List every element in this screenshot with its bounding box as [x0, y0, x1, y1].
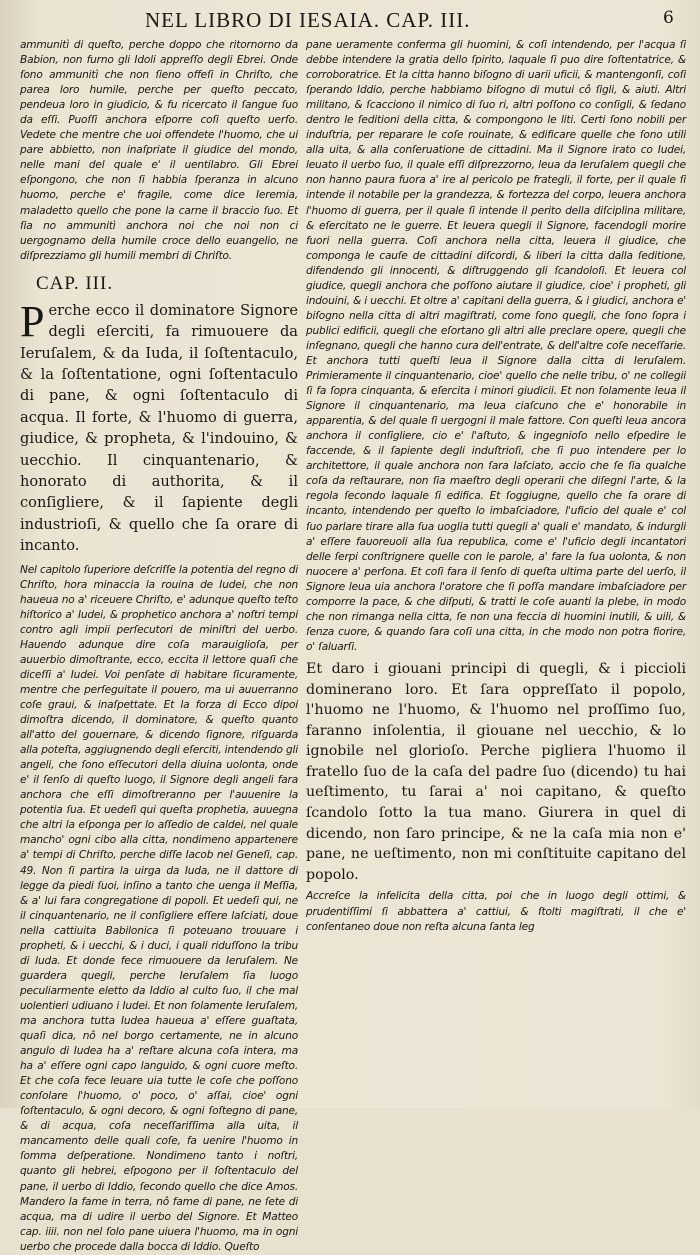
left-column	[20, 38, 298, 1255]
right-column	[306, 38, 686, 935]
right-commentary-bottom: Accreſce la infelicita della citta, poi che in luogo degli ottimi, & prudentiſſimi ſi abbattera a' cattiui, & ſtolti magiſtrati, il che e' conſentaneo doue non reſta alcuna ſanta leg	[306, 890, 686, 933]
chapter-heading: CAP. III.	[36, 272, 114, 294]
chapter-verse-text: erche ecco il dominatore Signore degli eſerciti, fa rimuouere da Ieruſalem, & da Iuda, il ſoſtentaculo, & la ſoſtentatione, ogni ſoſtentaculo di pane, & ogni ſoſtentaculo di acqua. Il forte, & l'huomo di guerra, giudice, & propheta, & l'indouino, & uecchio. Il cinquantenario, & honorato di authorita, & il conſigliere, & il ſapiente degli industrioſi, & quello che ſa orare di incanto.	[20, 301, 298, 555]
page-header	[0, 0, 700, 40]
right-verse: Et daro i giouani principi di quegli, & i piccioli dominerano loro. Et ſara oppreſſato il popolo, l'huomo ne l'huomo, & l'huomo nel proſſimo ſuo, faranno inſolentia, il giouane nel uecchio, & lo ignobile nel glorioſo. Perche pigliera l'huomo il fratello ſuo de la caſa del padre ſuo (dicendo) tu hai ueſtimento, tu ſarai a' noi capitano, & queſto ſcandolo ſotto la tua mano. Giurera in quel di dicendo, non ſaro principe, & ne la caſa mia non e' pane, ne ueſtimento, non mi conſtituite capitano del popolo.	[306, 660, 686, 883]
left-commentary: Nel capitolo ſuperiore deſcriſſe la potentia del regno di Chriſto, hora minaccia la rouina de Iudei, che non haueua no a' riceuere Chriſto, e' adunque queſto teſto hiſtorico a' Iudei, & prophetico anchora a' noſtri tempi contro agli impii perſecutori de miniſtri del uerbo. Hauendo adunque dire coſa marauiglioſa, per auuerbio dimoſtrante, ecco, eccita il lettore quaſi che diceſſi a' Iudei. Voi penſate di habitare ſicuramente, mentre che perſeguitate il pouero, ma ui auuerranno coſe graui, & inaſpettate. Et la forza di Ecco dipoi dimoſtra dicendo, il dominatore, & queſto quanto all'atto del gouernare, & dicendo ſignore, riſguarda alla poteſta, aggiugnendo degli eſerciti, intendendo gli angeli, che ſono eſſecutori della diuina uolonta, onde e' il ſenſo di queſto luogo, il Signore degli angeli fara anchora che eſſi dimoſtreranno per l'auuenire la potentia ſua. Et uedeſi qui queſta prophetia, auuegna che altri la eſponga per lo aſſedio de caldei, nel quale mancho' ogni cibo alla citta, nondimeno appartenere a' tempi di Chriſto, perche diſſe Iacob nel Geneſi, cap. 49. Non ſi partira la uirga da Iuda, ne il dattore di legge da piedi ſuoi, inſino a tanto che uenga il Meſſia, & a' lui fara congregatione di popoli. Et uedeſi qui, ne il cinquantenario, ne il conſigliere eſſere laſciati, doue nella cattiuita Babilonica ſi poteuano trouuare i propheti, & i uecchi, & i duci, i quali riduſſono la tribu di Iuda. Et donde fece rimuouere da Ieruſalem. Ne guardera quegli, perche Ieruſalem ſia luogo peculiarmente eletto da Iddio al culto ſuo, il che mal uolentieri udiuano i Iudei. Et non ſolamente Ieruſalem, ma anchora tutta Iudea haueua a' eſſere guaſtata, quaſi dica, nô nel borgo certamente, ne in alcuno angulo di Iudea ha a' reſtare alcuna coſa intera, ma ha a' eſſere ogni capo languido, & ogni cuore meſto. Et che coſa fece leuare uia tutte le coſe che poſſono conſolare l'huomo, o' poco, o' aſſai, cioe' ogni ſoſtentaculo, & ogni decoro, & ogni ſoſtegno di pane, & di acqua, coſa neceſſariſſima alla uita, il mancamento delle quali coſe, fa uenire l'huomo in ſomma deſperatione. Nondimeno tanto i noſtri, quanto gli hebrei, eſpogono per il ſoſtentaculo del pane, il uerbo di Iddio, ſecondo quello che dice Amos. Mandero la fame in terra, nô fame di pane, ne ſete di acqua, ma di udire il uerbo del Signore. Et Matteo cap. iiii. non nel ſolo pane uiuera l'huomo, ma in ogni uerbo che procede dalla bocca di Iddio. Queſto	[20, 563, 298, 1253]
chapter-verse	[20, 296, 298, 557]
right-commentary-top: pane ueramente conferma gli huomini, & coſi intendendo, per l'acqua ſi debbe intendere la gratia dello ſpirito, laquale ſi puo dire ſoſtentatrice, & corroboratrice. Et la citta hanno biſogno di uarii uficii, & mantengonſi, coſi ſperando Iddio, perche habbiamo biſogno di mutui cô ſigli, & aiuti. Altri militano, & ſcacciono il nimico di ſuo ri, altri poſſono co conſigli, & ſedano dentro le ſeditioni della citta, & compongono le liti. Certi ſono nobili per induſtria, per reparare le coſe rouinate, & edificare quelle che ſono utili alla uita, & alla conſeruatione de cittadini. Ma il Signore irato co Iudei, leuato il uerbo ſuo, il quale eſſi diſprezzorno, leua da Ieruſalem quegli che non hanno paura fuora a' ire al pericolo pe frategli, il forte, per il quale ſi intende il notabile per la grandezza, & fortezza del corpo, leuera anchora l'huomo di guerra, per il quale ſi intende il perito della diſciplina militare, & eſercitato ne le guerre. Et leuera quegli il Signore, facendogli morire fuori nella guerra. Coſi anchora nella citta, leuera il giudice, che componga le cauſe de cittadini diſcordi, & liberi la citta dalla ſeditione, difendendo gli innocenti, & diſtruggendo gli ſcandoloſi. Et leuera col giudice, quegli anchora che poſſono aiutare il giudice, cioe' i propheti, gli indouini, & i uecchi. Et oltre a' capitani della guerra, & i giudici, anchora e' biſogno nella citta di altri magiſtrati, come ſono quegli, che ſono ſopra i publici edificii, quegli che eſortano gli altri alle preclare opere, quegli che inſegnano, quegli che hanno cura dell'entrate, & dell'altre coſe neceſſarie. Et anchora tutti queſti leua il Signore dalla citta di Ieruſalem. Primieramente il cinquantenario, cioe' quello che nelle tribu, o' ne collegii ſi fa ſopra cinquanta, & eſercita i minori giudicii. Et non ſolamente leua il Signore il cinquantenario, ma leua ciaſcuno che e' honorabile in apparentia, & del quale ſi uergogni il male fattore. Con queſti leua ancora anchora il conſigliere, cio e' l'aſtuto, & ingegnioſo nello eſpedire le faccende, & il ſapiente degli induſtrioſi, che ſi puo intendere per lo architettore, il quale anchora non ſara laſciato, accio che ſe ſia qualche coſa da reſtaurare, non ſia maeſtro degli operarii che diſegni l'arte, & la regola ſecondo laquale ſi edifica. Et ſoggiugne, quello che ſa orare di incanto, intendendo per queſto lo imbaſciadore, l'uficio del quale e' col ſuo parlare tirare alla ſua uoglia tutti quegli a' quali e' mandato, & indurgli a' eſſere fauoreuoli alla ſua republica, come e' l'uficio degli incantatori delle ſerpi conſtrignere quelle con le parole, a' fare la ſua uolonta, & non nuocere a' perſona. Et coſi fara il ſenſo di queſta ultima parte del uerſo, il Signore leua uia anchora l'oratore che ſi poſſa mandare imbaſciadore per comporre la pace, & che diſputi, & tratti le coſe auanti la plebe, in modo che non rimanga nella citta, ſe non una feccia di huomini inutili, & uili, & ſenza cuore, & quando ſara coſi una citta, in che modo non potra fiorire, o' ſaluarſi.	[306, 39, 686, 653]
running-head: NEL LIBRO DI IESAIA. CAP. III.	[145, 8, 471, 32]
drop-cap-initial: P	[20, 296, 45, 346]
left-intro-commentary: ammunitì di queſto, perche doppo che ritornorno da Babion, non furno gli Idoli appreſſo degli Ebrei. Onde ſono ammunitì che non ſieno offeſi in Chriſto, che parea loro humile, perche per queſto peccato, pendeua loro in giudicio, & fu ricercato il ſangue ſuo da eſſi. Puoſſi anchora eſporre coſi queſto uerſo. Vedete che mentre che uoi offendete l'huomo, che ui pare abbietto, non inaſpriate il giudice del mondo, nelle mani del quale e' il uentilabro. Gli Ebrei eſpongono, che non ſi habbia ſperanza in alcuno huomo, perche e' fragile, come dice Ieremia, maladetto quello che pone la carne il braccio ſuo. Et ſia no ammunitì anchora noi che noi non ci uergognamo della humile croce dello euangelio, ne diſprezziamo gli humili membri di Chriſto.	[20, 39, 298, 262]
page-number: 6	[663, 8, 674, 28]
